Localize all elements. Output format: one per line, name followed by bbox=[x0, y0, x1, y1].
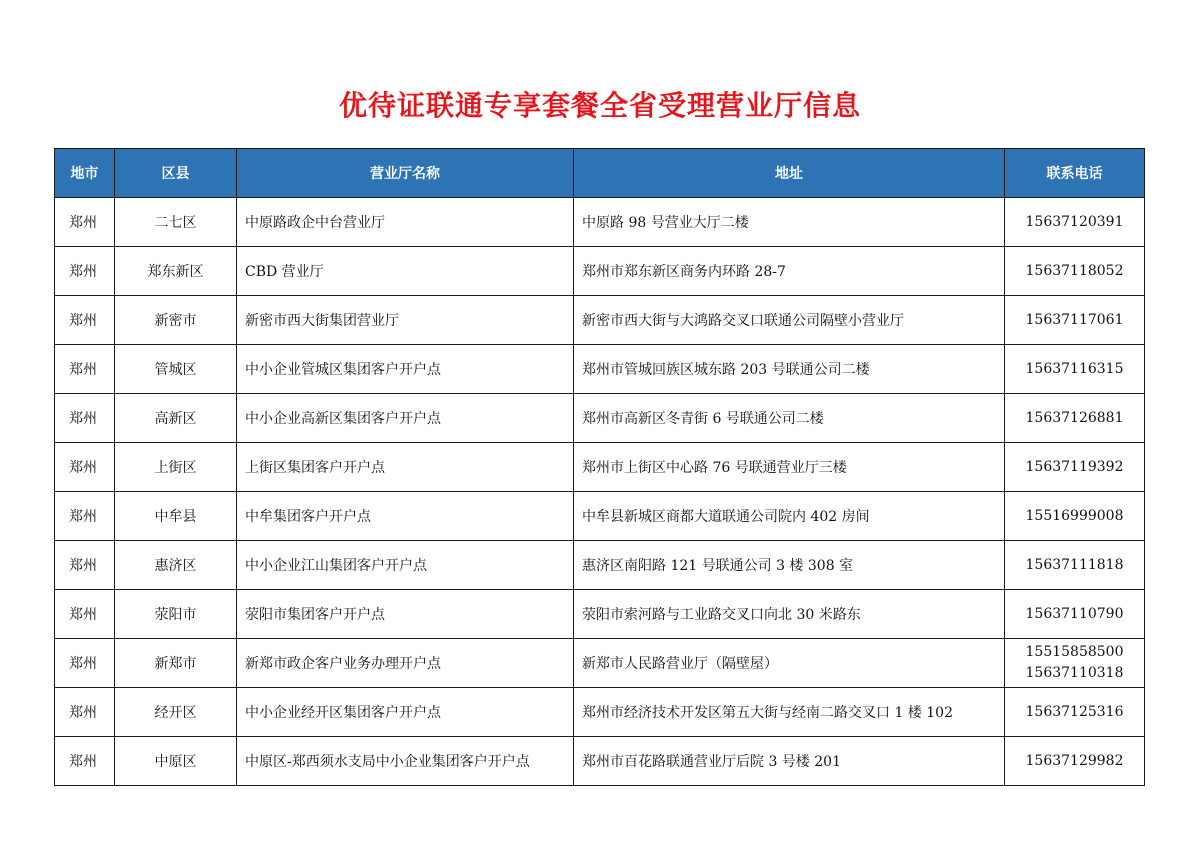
cell-district: 新密市 bbox=[115, 296, 237, 345]
cell-outlet-name: 上街区集团客户开户点 bbox=[237, 443, 574, 492]
cell-phone bbox=[1005, 492, 1145, 541]
table-row bbox=[55, 345, 1145, 394]
cell-city: 郑州 bbox=[55, 345, 115, 394]
cell-city: 郑州 bbox=[55, 590, 115, 639]
cell-address: 郑州市管城回族区城东路 203 号联通公司二楼 bbox=[574, 345, 1005, 394]
cell-address: 中原路 98 号营业大厅二楼 bbox=[574, 198, 1005, 247]
phone-number: 15637110318 bbox=[1025, 665, 1124, 681]
cell-phone bbox=[1005, 394, 1145, 443]
cell-district: 中牟县 bbox=[115, 492, 237, 541]
table-row bbox=[55, 198, 1145, 247]
cell-city: 郑州 bbox=[55, 443, 115, 492]
cell-phone bbox=[1005, 590, 1145, 639]
phone-number: 15515858500 bbox=[1025, 644, 1124, 660]
table-row bbox=[55, 737, 1145, 786]
cell-city: 郑州 bbox=[55, 541, 115, 590]
cell-district: 惠济区 bbox=[115, 541, 237, 590]
phone-number: 15637126881 bbox=[1025, 409, 1124, 426]
cell-outlet-name: 新郑市政企客户业务办理开户点 bbox=[237, 639, 574, 688]
cell-outlet-name: 中原区-郑西须水支局中小企业集团客户开户点 bbox=[237, 737, 574, 786]
phone-number: 15637119392 bbox=[1025, 458, 1124, 475]
cell-address: 郑州市郑东新区商务内环路 28-7 bbox=[574, 247, 1005, 296]
cell-district: 高新区 bbox=[115, 394, 237, 443]
cell-phone bbox=[1005, 247, 1145, 296]
outlet-table bbox=[54, 148, 1145, 786]
header-phone: 联系电话 bbox=[1005, 149, 1145, 198]
table-row bbox=[55, 492, 1145, 541]
cell-address: 郑州市高新区冬青街 6 号联通公司二楼 bbox=[574, 394, 1005, 443]
cell-city: 郑州 bbox=[55, 737, 115, 786]
cell-district: 管城区 bbox=[115, 345, 237, 394]
table-row bbox=[55, 296, 1145, 345]
cell-district: 经开区 bbox=[115, 688, 237, 737]
table-row bbox=[55, 688, 1145, 737]
table-row bbox=[55, 443, 1145, 492]
header-address: 地址 bbox=[574, 149, 1005, 198]
cell-district: 上街区 bbox=[115, 443, 237, 492]
cell-city: 郑州 bbox=[55, 198, 115, 247]
phone-number: 15516999008 bbox=[1025, 507, 1124, 524]
phone-number: 15637116315 bbox=[1025, 360, 1124, 377]
cell-outlet-name: 中小企业江山集团客户开户点 bbox=[237, 541, 574, 590]
cell-city: 郑州 bbox=[55, 688, 115, 737]
phone-number: 15637117061 bbox=[1025, 311, 1124, 328]
header-city: 地市 bbox=[55, 149, 115, 198]
cell-phone bbox=[1005, 443, 1145, 492]
cell-outlet-name: CBD 营业厅 bbox=[237, 247, 574, 296]
phone-number: 15637129982 bbox=[1025, 752, 1124, 769]
phone-number: 15637120391 bbox=[1025, 213, 1124, 230]
cell-phone bbox=[1005, 737, 1145, 786]
cell-phone bbox=[1005, 345, 1145, 394]
cell-address: 新密市西大街与大鸿路交叉口联通公司隔壁小营业厅 bbox=[574, 296, 1005, 345]
table-header-row bbox=[55, 149, 1145, 198]
cell-district: 二七区 bbox=[115, 198, 237, 247]
cell-address: 郑州市上街区中心路 76 号联通营业厅三楼 bbox=[574, 443, 1005, 492]
cell-phone bbox=[1005, 688, 1145, 737]
cell-phone bbox=[1005, 541, 1145, 590]
cell-address: 郑州市经济技术开发区第五大街与经南二路交叉口 1 楼 102 bbox=[574, 688, 1005, 737]
cell-city: 郑州 bbox=[55, 296, 115, 345]
table-row bbox=[55, 394, 1145, 443]
cell-outlet-name: 中小企业高新区集团客户开户点 bbox=[237, 394, 574, 443]
cell-district: 中原区 bbox=[115, 737, 237, 786]
cell-address: 新郑市人民路营业厅（隔壁屋） bbox=[574, 639, 1005, 688]
phone-number: 15637110790 bbox=[1025, 605, 1124, 622]
cell-outlet-name: 中原路政企中台营业厅 bbox=[237, 198, 574, 247]
cell-address: 郑州市百花路联通营业厅后院 3 号楼 201 bbox=[574, 737, 1005, 786]
cell-phone bbox=[1005, 198, 1145, 247]
table-row bbox=[55, 639, 1145, 688]
cell-phone bbox=[1005, 296, 1145, 345]
phone-number: 15637111818 bbox=[1025, 556, 1124, 573]
phone-number: 15637118052 bbox=[1025, 262, 1124, 279]
table-row bbox=[55, 247, 1145, 296]
cell-outlet-name: 中小企业经开区集团客户开户点 bbox=[237, 688, 574, 737]
cell-address: 中牟县新城区商都大道联通公司院内 402 房间 bbox=[574, 492, 1005, 541]
header-outlet-name: 营业厅名称 bbox=[237, 149, 574, 198]
cell-outlet-name: 中小企业管城区集团客户开户点 bbox=[237, 345, 574, 394]
cell-district: 荥阳市 bbox=[115, 590, 237, 639]
cell-city: 郑州 bbox=[55, 639, 115, 688]
cell-district: 郑东新区 bbox=[115, 247, 237, 296]
cell-city: 郑州 bbox=[55, 247, 115, 296]
table-body bbox=[55, 198, 1145, 786]
phone-number: 15637125316 bbox=[1025, 703, 1124, 720]
cell-outlet-name: 中牟集团客户开户点 bbox=[237, 492, 574, 541]
table-row bbox=[55, 541, 1145, 590]
outlet-table-container bbox=[54, 148, 1144, 786]
cell-outlet-name: 新密市西大街集团营业厅 bbox=[237, 296, 574, 345]
header-district: 区县 bbox=[115, 149, 237, 198]
cell-district: 新郑市 bbox=[115, 639, 237, 688]
cell-city: 郑州 bbox=[55, 394, 115, 443]
table-row bbox=[55, 590, 1145, 639]
page-title: 优待证联通专享套餐全省受理营业厅信息 bbox=[338, 89, 861, 122]
cell-address: 荥阳市索河路与工业路交叉口向北 30 米路东 bbox=[574, 590, 1005, 639]
cell-address: 惠济区南阳路 121 号联通公司 3 楼 308 室 bbox=[574, 541, 1005, 590]
cell-city: 郑州 bbox=[55, 492, 115, 541]
cell-outlet-name: 荥阳市集团客户开户点 bbox=[237, 590, 574, 639]
cell-phone bbox=[1005, 639, 1145, 688]
